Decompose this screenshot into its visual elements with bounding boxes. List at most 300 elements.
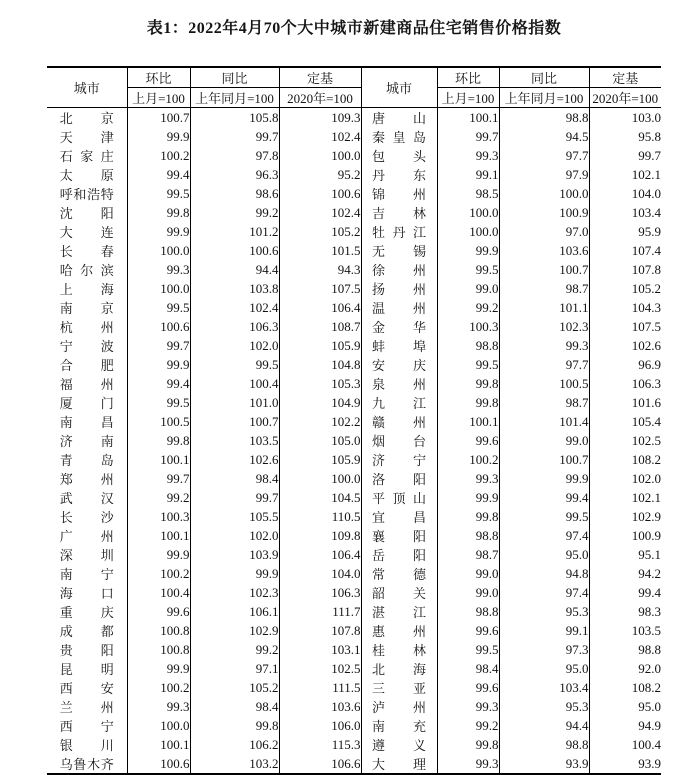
mom-value-cell: 99.5 <box>127 298 190 317</box>
yoy-value-cell: 102.3 <box>190 583 279 602</box>
fixed-base-value-cell: 102.6 <box>631 337 661 353</box>
city-name: 温州 <box>372 301 426 316</box>
city-name: 济宁 <box>372 453 426 468</box>
yoy-value-cell: 99.4 <box>499 488 589 507</box>
price-index-table <box>47 66 661 775</box>
yoy-value-cell: 99.8 <box>190 716 279 735</box>
yoy-value-cell: 99.3 <box>499 336 589 355</box>
fixed-base-value-cell: 108.2 <box>631 451 661 467</box>
fixed-base-value-cell: 100.6 <box>279 184 361 203</box>
fixed-base-value-cell: 101.6 <box>631 394 661 410</box>
fixed-base-value-cell: 101.5 <box>279 241 361 260</box>
table-row <box>47 526 661 545</box>
city-cell <box>361 526 437 545</box>
yoy-value-cell: 97.0 <box>499 222 589 241</box>
table-row <box>47 507 661 526</box>
city-cell <box>47 336 127 355</box>
city-name: 南京 <box>59 301 114 316</box>
city-name: 湛江 <box>372 605 426 620</box>
mom-value-cell: 98.5 <box>437 184 499 203</box>
mom-value-cell: 100.2 <box>437 450 499 469</box>
fixed-base-value-cell: 105.2 <box>279 222 361 241</box>
header-yoy-base-left: 上年同月=100 <box>190 88 279 108</box>
mom-value-cell: 99.1 <box>437 165 499 184</box>
fixed-base-value-cell: 105.9 <box>279 450 361 469</box>
city-cell <box>361 735 437 754</box>
city-name: 惠州 <box>372 624 426 639</box>
city-cell <box>361 317 437 336</box>
yoy-value-cell: 102.0 <box>190 526 279 545</box>
mom-value-cell: 99.9 <box>127 545 190 564</box>
fixed-base-value-cell: 95.9 <box>638 223 661 239</box>
city-name: 西宁 <box>59 719 114 734</box>
city-cell <box>47 640 127 659</box>
mom-value-cell: 100.1 <box>437 412 499 431</box>
city-name: 常德 <box>372 567 426 582</box>
mom-value-cell: 100.1 <box>127 735 190 754</box>
fixed-base-value-cell: 111.7 <box>279 602 361 621</box>
city-name: 遵义 <box>372 738 426 753</box>
mom-value-cell: 100.3 <box>437 317 499 336</box>
city-name: 乌鲁木齐 <box>59 757 114 772</box>
mom-value-cell: 99.0 <box>437 564 499 583</box>
yoy-value-cell: 99.5 <box>499 507 589 526</box>
mom-value-cell: 100.0 <box>127 716 190 735</box>
city-name: 济南 <box>59 434 114 449</box>
fixed-base-value-cell: 103.4 <box>631 204 661 220</box>
city-cell <box>361 146 437 165</box>
city-name: 西安 <box>59 681 114 696</box>
table-row <box>47 279 661 298</box>
city-cell <box>361 754 437 774</box>
yoy-value-cell: 98.7 <box>499 279 589 298</box>
mom-value-cell: 99.2 <box>437 716 499 735</box>
fixed-base-value-cell: 94.9 <box>638 717 661 733</box>
yoy-value-cell: 99.2 <box>190 640 279 659</box>
city-name: 桂林 <box>372 643 426 658</box>
yoy-value-cell: 102.0 <box>190 336 279 355</box>
city-name: 哈尔滨 <box>59 263 114 278</box>
table-row <box>47 260 661 279</box>
table-row <box>47 450 661 469</box>
city-name: 广州 <box>59 529 114 544</box>
fixed-base-value-cell: 95.2 <box>279 165 361 184</box>
city-cell <box>47 203 127 222</box>
table-row <box>47 754 661 774</box>
yoy-value-cell: 103.4 <box>499 678 589 697</box>
fixed-base-value-cell: 105.2 <box>631 280 661 296</box>
city-name: 大连 <box>59 225 114 240</box>
fixed-base-value-cell: 104.9 <box>279 393 361 412</box>
yoy-value-cell: 97.4 <box>499 583 589 602</box>
mom-value-cell: 99.4 <box>127 165 190 184</box>
yoy-value-cell: 99.7 <box>190 488 279 507</box>
mom-value-cell: 100.6 <box>127 317 190 336</box>
city-name: 海口 <box>59 586 114 601</box>
mom-value-cell: 100.0 <box>437 203 499 222</box>
city-name: 九江 <box>372 396 426 411</box>
fixed-base-value-cell: 95.8 <box>638 128 661 144</box>
mom-value-cell: 99.3 <box>437 469 499 488</box>
city-cell <box>361 127 437 146</box>
city-cell <box>361 279 437 298</box>
fixed-base-value-cell: 100.9 <box>631 527 661 543</box>
city-cell <box>361 203 437 222</box>
city-name: 福州 <box>59 377 114 392</box>
yoy-value-cell: 100.9 <box>499 203 589 222</box>
mom-value-cell: 99.9 <box>437 241 499 260</box>
mom-value-cell: 99.3 <box>437 754 499 774</box>
table-row <box>47 298 661 317</box>
table-row <box>47 241 661 260</box>
fixed-base-value-cell: 100.0 <box>279 146 361 165</box>
yoy-value-cell: 100.7 <box>499 450 589 469</box>
fixed-base-value-cell: 103.5 <box>631 622 661 638</box>
city-cell <box>47 754 127 774</box>
header-fixed-right: 定基 <box>589 67 661 88</box>
yoy-value-cell: 98.6 <box>190 184 279 203</box>
mom-value-cell: 99.6 <box>127 602 190 621</box>
mom-value-cell: 99.7 <box>127 469 190 488</box>
city-cell <box>47 412 127 431</box>
yoy-value-cell: 98.4 <box>190 469 279 488</box>
city-name: 宁波 <box>59 339 114 354</box>
city-name: 洛阳 <box>372 472 426 487</box>
city-name: 呼和浩特 <box>59 187 114 202</box>
yoy-value-cell: 97.7 <box>499 355 589 374</box>
fixed-base-value-cell: 99.7 <box>638 147 661 163</box>
table-row <box>47 564 661 583</box>
mom-value-cell: 100.2 <box>127 146 190 165</box>
fixed-base-value-cell: 106.4 <box>279 298 361 317</box>
fixed-base-value-cell: 99.4 <box>638 584 661 600</box>
yoy-value-cell: 98.8 <box>499 735 589 754</box>
yoy-value-cell: 99.7 <box>190 127 279 146</box>
yoy-value-cell: 95.3 <box>499 602 589 621</box>
mom-value-cell: 100.1 <box>127 450 190 469</box>
city-name: 北海 <box>372 662 426 677</box>
table-row <box>47 317 661 336</box>
fixed-base-value-cell: 102.0 <box>631 470 661 486</box>
city-cell <box>361 697 437 716</box>
city-cell <box>361 659 437 678</box>
fixed-base-value-cell: 103.6 <box>279 697 361 716</box>
yoy-value-cell: 95.0 <box>499 545 589 564</box>
table-row <box>47 374 661 393</box>
header-mom-right: 环比 <box>437 67 499 88</box>
fixed-base-value-cell: 110.5 <box>279 507 361 526</box>
city-cell <box>361 241 437 260</box>
fixed-base-value-cell: 106.3 <box>279 583 361 602</box>
mom-value-cell: 99.9 <box>127 659 190 678</box>
table-row <box>47 412 661 431</box>
city-name: 杭州 <box>59 320 114 335</box>
mom-value-cell: 98.8 <box>437 336 499 355</box>
yoy-value-cell: 100.7 <box>499 260 589 279</box>
city-cell <box>47 564 127 583</box>
mom-value-cell: 99.5 <box>437 260 499 279</box>
table-header <box>47 67 661 108</box>
yoy-value-cell: 99.9 <box>499 469 589 488</box>
city-cell <box>47 298 127 317</box>
fixed-base-value-cell: 105.4 <box>631 413 661 429</box>
yoy-value-cell: 97.4 <box>499 526 589 545</box>
table-row <box>47 127 661 146</box>
mom-value-cell: 100.1 <box>127 526 190 545</box>
city-name: 平顶山 <box>372 491 426 506</box>
yoy-value-cell: 106.1 <box>190 602 279 621</box>
yoy-value-cell: 105.2 <box>190 678 279 697</box>
city-cell <box>361 165 437 184</box>
mom-value-cell: 99.7 <box>437 127 499 146</box>
city-name: 三亚 <box>372 681 426 696</box>
yoy-value-cell: 102.3 <box>499 317 589 336</box>
city-cell <box>361 716 437 735</box>
fixed-base-value-cell: 96.9 <box>638 356 661 372</box>
mom-value-cell: 100.2 <box>127 564 190 583</box>
city-name: 吉林 <box>372 206 426 221</box>
table-row <box>47 146 661 165</box>
city-cell <box>47 621 127 640</box>
mom-value-cell: 99.3 <box>127 260 190 279</box>
city-cell <box>47 374 127 393</box>
table-row <box>47 431 661 450</box>
fixed-base-value-cell: 106.3 <box>631 375 661 391</box>
city-name: 贵阳 <box>59 643 114 658</box>
city-cell <box>361 298 437 317</box>
mom-value-cell: 98.8 <box>437 526 499 545</box>
mom-value-cell: 99.8 <box>127 203 190 222</box>
fixed-base-value-cell: 102.4 <box>279 127 361 146</box>
city-name: 深圳 <box>59 548 114 563</box>
fixed-base-value-cell: 103.0 <box>631 109 661 125</box>
mom-value-cell: 100.0 <box>127 279 190 298</box>
yoy-value-cell: 95.3 <box>499 697 589 716</box>
header-yoy-base-right: 上年同月=100 <box>499 88 589 108</box>
mom-value-cell: 99.9 <box>127 127 190 146</box>
yoy-value-cell: 103.8 <box>190 279 279 298</box>
city-name: 南充 <box>372 719 426 734</box>
city-name: 兰州 <box>59 700 114 715</box>
mom-value-cell: 98.8 <box>437 602 499 621</box>
yoy-value-cell: 94.4 <box>499 716 589 735</box>
table-row <box>47 659 661 678</box>
table-row <box>47 355 661 374</box>
mom-value-cell: 99.5 <box>437 355 499 374</box>
header-row-bases <box>47 88 661 108</box>
city-name: 牡丹江 <box>372 225 426 240</box>
mom-value-cell: 100.8 <box>127 640 190 659</box>
mom-value-cell: 99.3 <box>127 697 190 716</box>
city-name: 秦皇岛 <box>372 130 426 145</box>
fixed-base-value-cell: 104.5 <box>279 488 361 507</box>
fixed-base-value-cell: 100.4 <box>631 736 661 752</box>
city-cell <box>361 640 437 659</box>
fixed-base-value-cell: 102.1 <box>631 166 661 182</box>
yoy-value-cell: 100.0 <box>499 184 589 203</box>
table-row <box>47 602 661 621</box>
fixed-base-value-cell: 98.8 <box>638 641 661 657</box>
fixed-base-value-cell: 94.2 <box>638 565 661 581</box>
table-row <box>47 583 661 602</box>
header-fixed-left: 定基 <box>279 67 361 88</box>
city-cell <box>47 678 127 697</box>
mom-value-cell: 99.4 <box>127 374 190 393</box>
city-name: 郑州 <box>59 472 114 487</box>
city-name: 唐山 <box>372 111 426 126</box>
fixed-base-value-cell: 109.8 <box>279 526 361 545</box>
header-city-left: 城市 <box>47 67 127 108</box>
fixed-base-value-cell: 95.0 <box>638 698 661 714</box>
mom-value-cell: 99.2 <box>437 298 499 317</box>
city-cell <box>361 393 437 412</box>
yoy-value-cell: 101.2 <box>190 222 279 241</box>
table-body <box>47 108 661 775</box>
city-name: 岳阳 <box>372 548 426 563</box>
city-name: 成都 <box>59 624 114 639</box>
fixed-base-value-cell: 106.0 <box>279 716 361 735</box>
mom-value-cell: 100.6 <box>127 754 190 774</box>
city-name: 徐州 <box>372 263 426 278</box>
fixed-base-value-cell: 104.3 <box>631 299 661 315</box>
city-cell <box>361 431 437 450</box>
fixed-base-value-cell: 105.0 <box>279 431 361 450</box>
mom-value-cell: 99.8 <box>437 374 499 393</box>
yoy-value-cell: 97.3 <box>499 640 589 659</box>
city-name: 烟台 <box>372 434 426 449</box>
table-row <box>47 108 661 128</box>
city-name: 昆明 <box>59 662 114 677</box>
mom-value-cell: 100.7 <box>127 108 190 128</box>
city-cell <box>47 241 127 260</box>
city-cell <box>361 355 437 374</box>
yoy-value-cell: 99.9 <box>190 564 279 583</box>
city-name: 北京 <box>59 111 114 126</box>
yoy-value-cell: 97.8 <box>190 146 279 165</box>
city-cell <box>47 108 127 128</box>
city-name: 赣州 <box>372 415 426 430</box>
city-name: 蚌埠 <box>372 339 426 354</box>
city-cell <box>47 697 127 716</box>
mom-value-cell: 99.6 <box>437 431 499 450</box>
header-fixed-base-right: 2020年=100 <box>592 91 659 106</box>
city-cell <box>361 184 437 203</box>
mom-value-cell: 100.1 <box>437 108 499 128</box>
table-row <box>47 203 661 222</box>
city-cell <box>47 735 127 754</box>
city-name: 金华 <box>372 320 426 335</box>
city-cell <box>47 260 127 279</box>
yoy-value-cell: 106.3 <box>190 317 279 336</box>
city-name: 泉州 <box>372 377 426 392</box>
table-row <box>47 336 661 355</box>
header-mom-left: 环比 <box>127 67 190 88</box>
city-cell <box>47 431 127 450</box>
city-cell <box>47 279 127 298</box>
table-row <box>47 184 661 203</box>
city-cell <box>361 336 437 355</box>
mom-value-cell: 99.5 <box>127 393 190 412</box>
city-name: 泸州 <box>372 700 426 715</box>
yoy-value-cell: 94.5 <box>499 127 589 146</box>
city-cell <box>47 184 127 203</box>
city-cell <box>361 583 437 602</box>
yoy-value-cell: 102.6 <box>190 450 279 469</box>
city-cell <box>47 222 127 241</box>
city-cell <box>361 108 437 128</box>
mom-value-cell: 99.5 <box>127 184 190 203</box>
yoy-value-cell: 99.1 <box>499 621 589 640</box>
fixed-base-value-cell: 111.5 <box>279 678 361 697</box>
city-cell <box>361 678 437 697</box>
city-name: 太原 <box>59 168 114 183</box>
mom-value-cell: 98.7 <box>437 545 499 564</box>
mom-value-cell: 98.4 <box>437 659 499 678</box>
yoy-value-cell: 101.0 <box>190 393 279 412</box>
fixed-base-value-cell: 92.0 <box>638 660 661 676</box>
fixed-base-value-cell: 95.1 <box>638 546 661 562</box>
yoy-value-cell: 97.1 <box>190 659 279 678</box>
fixed-base-value-cell: 100.0 <box>279 469 361 488</box>
city-cell <box>361 602 437 621</box>
city-cell <box>361 469 437 488</box>
mom-value-cell: 99.6 <box>437 678 499 697</box>
city-name: 无锡 <box>372 244 426 259</box>
city-cell <box>47 659 127 678</box>
city-cell <box>361 450 437 469</box>
mom-value-cell: 99.8 <box>437 507 499 526</box>
yoy-value-cell: 102.4 <box>190 298 279 317</box>
fixed-base-value-cell: 108.7 <box>279 317 361 336</box>
city-cell <box>361 222 437 241</box>
mom-value-cell: 100.5 <box>127 412 190 431</box>
table-row <box>47 545 661 564</box>
city-name: 南昌 <box>59 415 114 430</box>
header-mom-base-right: 上月=100 <box>437 88 499 108</box>
yoy-value-cell: 96.3 <box>190 165 279 184</box>
fixed-base-value-cell: 106.4 <box>279 545 361 564</box>
yoy-value-cell: 103.5 <box>190 431 279 450</box>
city-cell <box>47 545 127 564</box>
city-name: 大理 <box>372 757 426 772</box>
fixed-base-value-cell: 109.3 <box>279 108 361 128</box>
yoy-value-cell: 98.4 <box>190 697 279 716</box>
yoy-value-cell: 95.0 <box>499 659 589 678</box>
yoy-value-cell: 106.2 <box>190 735 279 754</box>
city-name: 韶关 <box>372 586 426 601</box>
fixed-base-value-cell: 104.0 <box>279 564 361 583</box>
mom-value-cell: 100.8 <box>127 621 190 640</box>
fixed-base-value-cell: 94.3 <box>279 260 361 279</box>
yoy-value-cell: 97.7 <box>499 146 589 165</box>
city-cell <box>361 545 437 564</box>
fixed-base-value-cell: 107.8 <box>279 621 361 640</box>
mom-value-cell: 99.7 <box>127 336 190 355</box>
mom-value-cell: 100.2 <box>127 678 190 697</box>
fixed-base-value-cell: 107.5 <box>631 318 661 334</box>
mom-value-cell: 99.5 <box>437 640 499 659</box>
mom-value-cell: 99.3 <box>437 146 499 165</box>
table-row <box>47 488 661 507</box>
mom-value-cell: 99.9 <box>127 355 190 374</box>
header-yoy-right: 同比 <box>499 67 589 88</box>
yoy-value-cell: 103.2 <box>190 754 279 774</box>
mom-value-cell: 100.4 <box>127 583 190 602</box>
yoy-value-cell: 100.4 <box>190 374 279 393</box>
yoy-value-cell: 99.5 <box>190 355 279 374</box>
mom-value-cell: 99.2 <box>127 488 190 507</box>
fixed-base-value-cell: 106.6 <box>279 754 361 774</box>
